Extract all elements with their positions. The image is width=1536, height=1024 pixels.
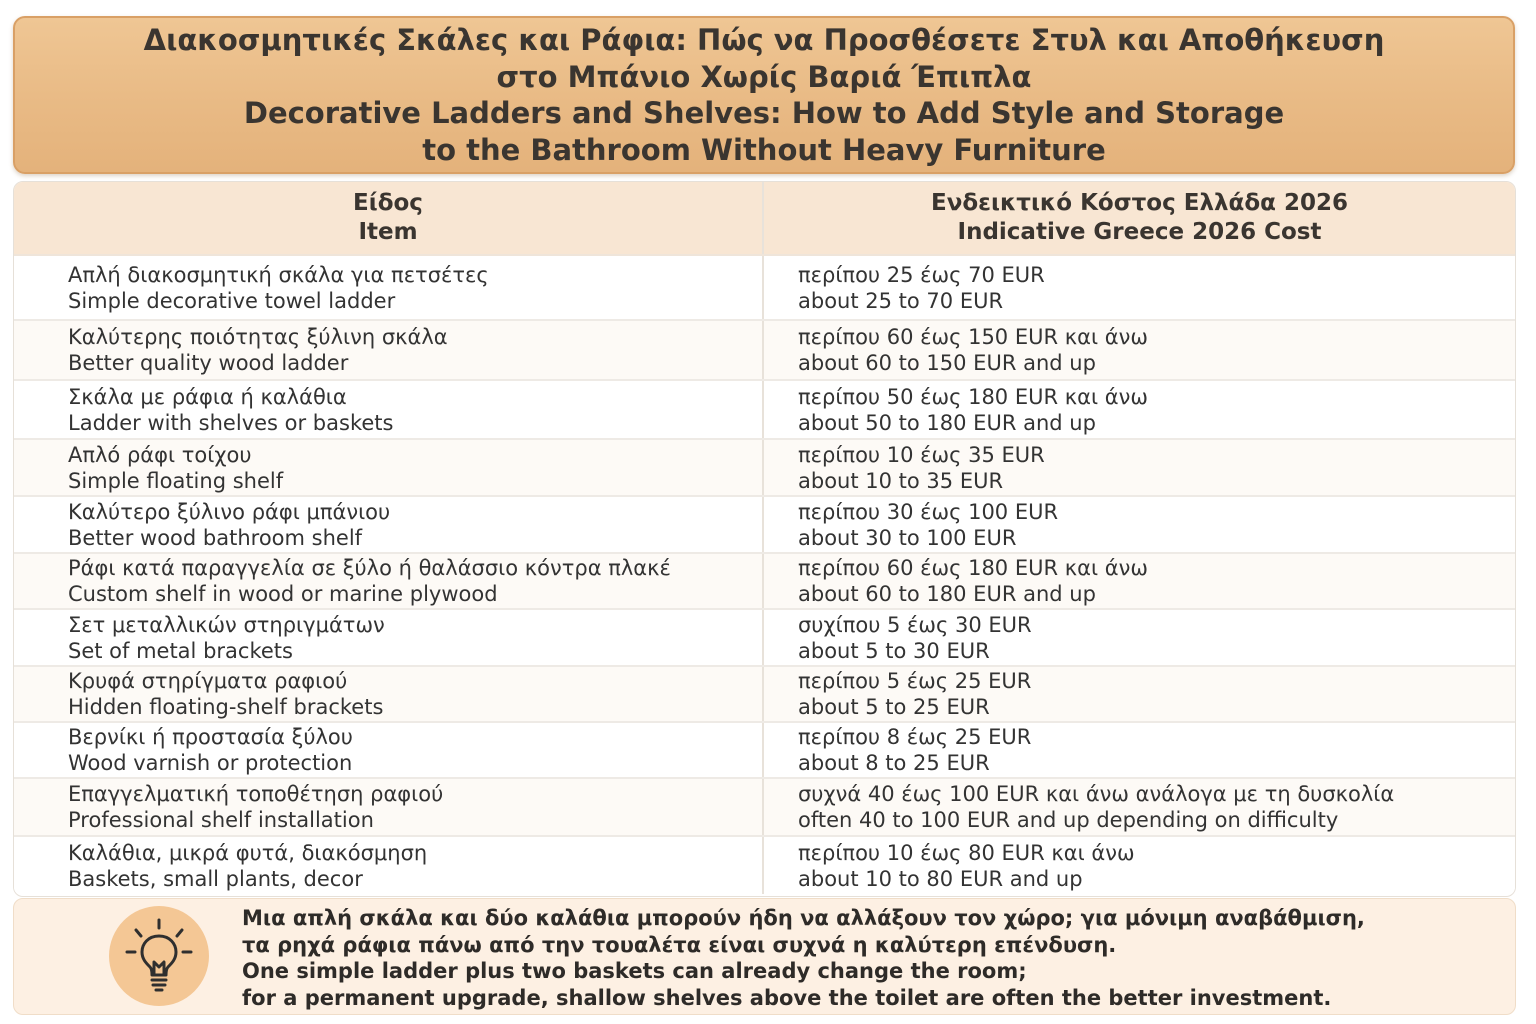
column-header-cost-english: Indicative Greece 2026 Cost bbox=[957, 219, 1322, 245]
cost-english: about 5 to 30 EUR bbox=[798, 638, 990, 663]
table-row bbox=[14, 553, 1515, 609]
tip-box bbox=[13, 898, 1516, 1015]
table-row bbox=[14, 722, 1515, 778]
title-line-greek-2: στο Μπάνιο Χωρίς Βαριά Έπιπλα bbox=[496, 59, 1032, 94]
item-cell bbox=[14, 722, 763, 778]
item-cell bbox=[14, 836, 763, 894]
item-name-english: Better wood bathroom shelf bbox=[68, 525, 363, 550]
cost-english: about 5 to 25 EUR bbox=[798, 695, 990, 719]
cost-english: about 10 to 35 EUR bbox=[798, 468, 1004, 493]
table-row bbox=[14, 320, 1515, 380]
cost-cell bbox=[763, 439, 1515, 496]
item-name-english: Simple floating shelf bbox=[68, 468, 284, 493]
cost-english: about 60 to 150 EUR and up bbox=[798, 351, 1096, 375]
title-banner bbox=[13, 16, 1515, 174]
table-row bbox=[14, 439, 1515, 496]
cost-greek: συχνά 40 έως 100 EUR και άνω ανάλογα με τη δυσκολία bbox=[798, 782, 1395, 806]
tip-text bbox=[242, 905, 1365, 1011]
table-row bbox=[14, 380, 1515, 439]
header-row bbox=[14, 182, 1515, 255]
cost-cell bbox=[763, 320, 1515, 380]
column-header-cost bbox=[763, 182, 1515, 255]
cost-english: about 60 to 180 EUR and up bbox=[798, 582, 1096, 606]
tip-line-greek-2: τα ρηχά ράφια πάνω από την τουαλέτα είναι συχνά η καλύτερη επένδυση. bbox=[242, 932, 1117, 957]
cost-english: about 25 to 70 EUR bbox=[798, 288, 1004, 313]
cost-english: about 10 to 80 EUR and up bbox=[798, 866, 1083, 891]
title-line-greek-1: Διακοσμητικές Σκάλες και Ράφια: Πώς να Προσθέσετε Στυλ και Αποθήκευση bbox=[143, 23, 1385, 57]
cost-cell bbox=[763, 836, 1515, 894]
item-cell bbox=[14, 496, 763, 553]
cost-greek: περίπου 60 έως 180 EUR και άνω bbox=[798, 556, 1148, 580]
table-row bbox=[14, 778, 1515, 836]
item-name-english: Hidden floating-shelf brackets bbox=[68, 695, 384, 719]
cost-greek: περίπου 10 έως 80 EUR και άνω bbox=[798, 840, 1135, 865]
tip-line-english-2: for a permanent upgrade, shallow shelves above the toilet are often the better investment. bbox=[242, 985, 1332, 1010]
column-header-item-greek: Είδος bbox=[353, 190, 423, 216]
column-header-item bbox=[14, 182, 763, 255]
lightbulb-icon bbox=[109, 906, 209, 1006]
cost-cell bbox=[763, 255, 1515, 320]
item-cell bbox=[14, 778, 763, 836]
cost-greek: περίπου 8 έως 25 EUR bbox=[798, 725, 1032, 749]
cost-cell bbox=[763, 778, 1515, 836]
cost-cell bbox=[763, 380, 1515, 439]
cost-greek: περίπου 60 έως 150 EUR και άνω bbox=[798, 325, 1148, 349]
item-name-english: Custom shelf in wood or marine plywood bbox=[68, 582, 498, 606]
item-name-english: Better quality wood ladder bbox=[68, 351, 349, 375]
cost-greek: συχίπου 5 έως 30 EUR bbox=[798, 612, 1032, 637]
cost-greek: περίπου 30 έως 100 EUR bbox=[798, 499, 1059, 524]
item-name-greek: Επαγγελματική τοποθέτηση ραφιού bbox=[68, 782, 444, 806]
cost-table bbox=[14, 182, 1515, 894]
tip-line-greek-1: Μια απλή σκάλα και δύο καλάθια μπορούν ήδη να αλλάξουν τον χώρο; για μόνιμη αναβάθμιση, bbox=[242, 906, 1365, 930]
item-name-english: Simple decorative towel ladder bbox=[68, 288, 396, 313]
cost-cell bbox=[763, 609, 1515, 666]
table-body bbox=[14, 255, 1515, 894]
title-line-english-2: to the Bathroom Without Heavy Furniture bbox=[422, 132, 1106, 167]
cost-english: about 8 to 25 EUR bbox=[798, 751, 990, 775]
item-name-greek: Καλύτερο ξύλινο ράφι μπάνιου bbox=[68, 499, 391, 524]
item-cell bbox=[14, 553, 763, 609]
item-name-greek: Κρυφά στηρίγματα ραφιού bbox=[68, 669, 348, 693]
item-cell bbox=[14, 666, 763, 722]
cost-cell bbox=[763, 553, 1515, 609]
cost-cell bbox=[763, 722, 1515, 778]
item-cell bbox=[14, 609, 763, 666]
item-name-greek: Σετ μεταλλικών στηριγμάτων bbox=[68, 612, 385, 637]
column-header-item-english: Item bbox=[358, 219, 418, 245]
cost-english: about 30 to 100 EUR bbox=[798, 525, 1017, 550]
item-cell bbox=[14, 320, 763, 380]
table-header bbox=[14, 182, 1515, 255]
cost-cell bbox=[763, 496, 1515, 553]
item-cell bbox=[14, 380, 763, 439]
table-row bbox=[14, 666, 1515, 722]
cost-table-container bbox=[13, 181, 1516, 897]
cost-greek: περίπου 50 έως 180 EUR και άνω bbox=[798, 384, 1148, 409]
item-name-english: Set of metal brackets bbox=[68, 638, 293, 663]
title-line-english-1: Decorative Ladders and Shelves: How to Add Style and Storage bbox=[243, 96, 1285, 130]
item-name-greek: Καλύτερης ποιότητας ξύλινη σκάλα bbox=[68, 325, 448, 349]
item-name-english: Professional shelf installation bbox=[68, 808, 374, 832]
table-row bbox=[14, 836, 1515, 894]
item-name-greek: Ράφι κατά παραγγελία σε ξύλο ή θαλάσσιο κόντρα πλακέ bbox=[68, 556, 671, 580]
table-row bbox=[14, 609, 1515, 666]
item-name-greek: Καλάθια, μικρά φυτά, διακόσμηση bbox=[68, 840, 428, 865]
cost-greek: περίπου 10 έως 35 EUR bbox=[798, 442, 1045, 467]
item-name-greek: Βερνίκι ή προστασία ξύλου bbox=[68, 725, 353, 749]
cost-greek: περίπου 25 έως 70 EUR bbox=[798, 262, 1045, 287]
column-header-cost-greek: Ενδεικτικό Κόστος Ελλάδα 2026 bbox=[931, 190, 1348, 216]
item-cell bbox=[14, 255, 763, 320]
cost-greek: περίπου 5 έως 25 EUR bbox=[798, 669, 1032, 693]
item-name-english: Wood varnish or protection bbox=[68, 751, 353, 775]
item-name-greek: Απλή διακοσμητική σκάλα για πετσέτες bbox=[68, 262, 489, 287]
item-cell bbox=[14, 439, 763, 496]
cost-cell bbox=[763, 666, 1515, 722]
item-name-greek: Απλό ράφι τοίχου bbox=[68, 442, 252, 467]
table-row bbox=[14, 496, 1515, 553]
item-name-english: Ladder with shelves or baskets bbox=[68, 410, 394, 435]
tip-line-english-1: One simple ladder plus two baskets can already change the room; bbox=[242, 959, 1027, 983]
cost-english: often 40 to 100 EUR and up depending on difficulty bbox=[798, 808, 1339, 832]
table-row bbox=[14, 255, 1515, 320]
item-name-english: Baskets, small plants, decor bbox=[68, 866, 363, 891]
item-name-greek: Σκάλα με ράφια ή καλάθια bbox=[68, 384, 347, 409]
cost-english: about 50 to 180 EUR and up bbox=[798, 410, 1096, 435]
